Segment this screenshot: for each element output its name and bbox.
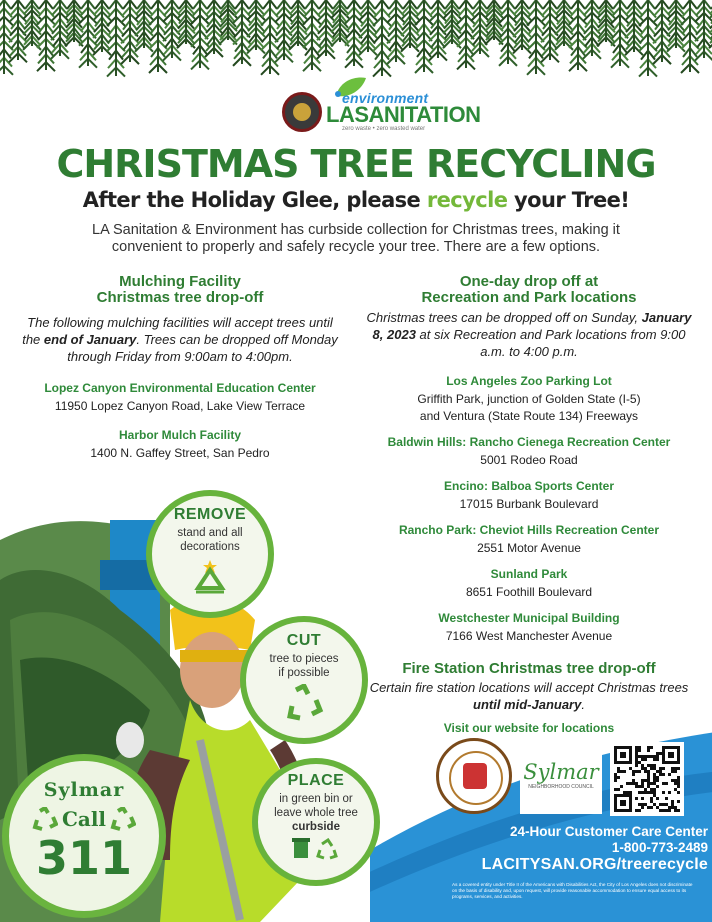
logo-environment-text: environment — [342, 90, 429, 106]
location-name: Sunland Park — [490, 567, 568, 581]
dropoff-description — [360, 309, 698, 360]
location-name: Baldwin Hills: Rancho Cienega Recreation Center — [387, 435, 671, 449]
green-bin-icon — [288, 838, 344, 860]
badge-call-row — [9, 807, 159, 831]
mulching-heading-line2: Christmas tree drop-off — [96, 289, 264, 306]
logo-tagline: zero waste • zero wasted water — [342, 126, 426, 132]
location-address: 8651 Foothill Boulevard — [465, 585, 593, 599]
fire-text-before: Certain fire station locations will accept Christmas trees — [369, 680, 689, 695]
subtitle-highlight: recycle — [426, 188, 508, 212]
step-cut-circle — [240, 616, 368, 744]
mulching-heading — [20, 274, 340, 306]
step-text: leave whole tree — [274, 807, 358, 819]
phone-number[interactable]: 1-800-773-2489 — [611, 840, 708, 855]
location-address: 5001 Rodeo Road — [480, 453, 578, 467]
location-address: Griffith Park, junction of Golden State (I-5) — [417, 392, 641, 406]
location-address: 2551 Motor Avenue — [477, 541, 581, 555]
step-text: curbside — [292, 821, 340, 833]
logo-sanitation-text: LASANITATION — [326, 102, 481, 127]
fire-text-bold: until mid-January — [473, 697, 582, 712]
recycle-icon — [110, 807, 136, 831]
pine-garland-decoration — [0, 0, 712, 82]
badge-call-text: Call — [61, 807, 107, 831]
step-title: REMOVE — [173, 506, 247, 523]
step-place-circle — [252, 758, 380, 886]
dropoff-text-before: Christmas trees can be dropped off on Sunday, — [366, 310, 642, 325]
location-name: Encino: Balboa Sports Center — [443, 479, 615, 493]
dropoff-heading-line1: One-day drop off at — [459, 273, 599, 290]
sylmar-neighborhood-council-logo — [520, 742, 602, 814]
dropoff-text-after: at six Recreation and Park locations from 9:00 a.m. to 4:00 p.m. — [415, 327, 686, 359]
fire-station-heading: Fire Station Christmas tree drop-off — [402, 660, 656, 677]
mulching-text-after: . Trees can be dropped off Monday through Friday from 9:00am to 4:00pm. — [67, 332, 338, 364]
location-name: Rancho Park: Cheviot Hills Recreation Center — [398, 523, 660, 537]
step-text: decorations — [180, 541, 240, 553]
location-address: and Ventura (State Route 134) Freeways — [419, 409, 639, 423]
location-name: Harbor Mulch Facility — [118, 428, 242, 442]
mulching-section — [20, 274, 340, 461]
mulching-text-bold: end of January — [43, 332, 137, 347]
contact-info — [420, 824, 708, 874]
city-seal-small-icon — [282, 92, 322, 132]
page-subtitle — [0, 188, 712, 212]
step-text: in green bin or — [279, 793, 353, 805]
location-address: 11950 Lopez Canyon Road, Lake View Terrace — [54, 399, 306, 413]
dropoff-heading — [360, 274, 698, 306]
step-text: stand and all — [177, 527, 243, 539]
city-of-los-angeles-seal-icon — [436, 738, 512, 814]
recycle-icon — [282, 684, 326, 724]
dropoff-heading-line2: Recreation and Park locations — [421, 289, 637, 306]
step-text: if possible — [278, 667, 330, 679]
location-address: 17015 Burbank Boulevard — [459, 497, 599, 511]
website-url[interactable]: LACITYSAN.ORG/treerecycle — [481, 856, 708, 873]
location-address: 1400 N. Gaffey Street, San Pedro — [90, 446, 270, 460]
location-name: Westchester Municipal Building — [438, 611, 620, 625]
step-remove-circle — [146, 490, 274, 618]
dropoff-section — [360, 274, 698, 735]
sylmar-call-311-badge — [2, 754, 166, 918]
subtitle-before: After the Holiday Glee, please — [82, 188, 427, 212]
mulching-description — [20, 314, 340, 365]
fire-text-after: . — [581, 697, 585, 712]
sylmar-logo-sub: NEIGHBORHOOD COUNCIL — [528, 784, 594, 790]
location-name: Lopez Canyon Environmental Education Center — [44, 381, 316, 395]
location-name: Los Angeles Zoo Parking Lot — [446, 374, 612, 388]
tree-recycle-icon — [188, 558, 232, 598]
page-title: CHRISTMAS TREE RECYCLING — [56, 142, 656, 186]
ada-disclaimer: As a covered entity under Title II of the Americans with Disabilities Act, the City of Los Angeles does not discriminate on the basis of disability and, upon request, will provide reasonable accommodation to ensure equal access to its programs, services, and activities. — [452, 882, 693, 899]
step-title: PLACE — [287, 772, 345, 789]
step-text: tree to pieces — [269, 653, 339, 665]
subtitle-after: your Tree! — [507, 188, 630, 212]
mulching-text-before: The following mulching facilities will accept trees until the — [22, 315, 333, 347]
website-locations-link[interactable]: Visit our website for locations — [443, 721, 615, 735]
location-address: 7166 West Manchester Avenue — [445, 629, 613, 643]
sylmar-logo-word: Sylmar — [523, 760, 599, 784]
step-title: CUT — [286, 632, 322, 649]
qr-code-icon[interactable] — [610, 742, 684, 816]
customer-care-label: 24-Hour Customer Care Center — [509, 824, 708, 839]
mulching-heading-line1: Mulching Facility — [119, 273, 241, 290]
badge-sylmar-text: Sylmar — [43, 779, 125, 801]
intro-paragraph: LA Sanitation & Environment has curbside collection for Christmas trees, making it convenient to properly and safely recycle your tree. There are a few options. — [92, 222, 620, 255]
badge-311-number: 311 — [35, 831, 133, 885]
la-sanitation-logo — [280, 76, 481, 136]
recycle-icon — [32, 807, 58, 831]
dropoff-text-bold: January 8, 2023 — [372, 310, 692, 342]
